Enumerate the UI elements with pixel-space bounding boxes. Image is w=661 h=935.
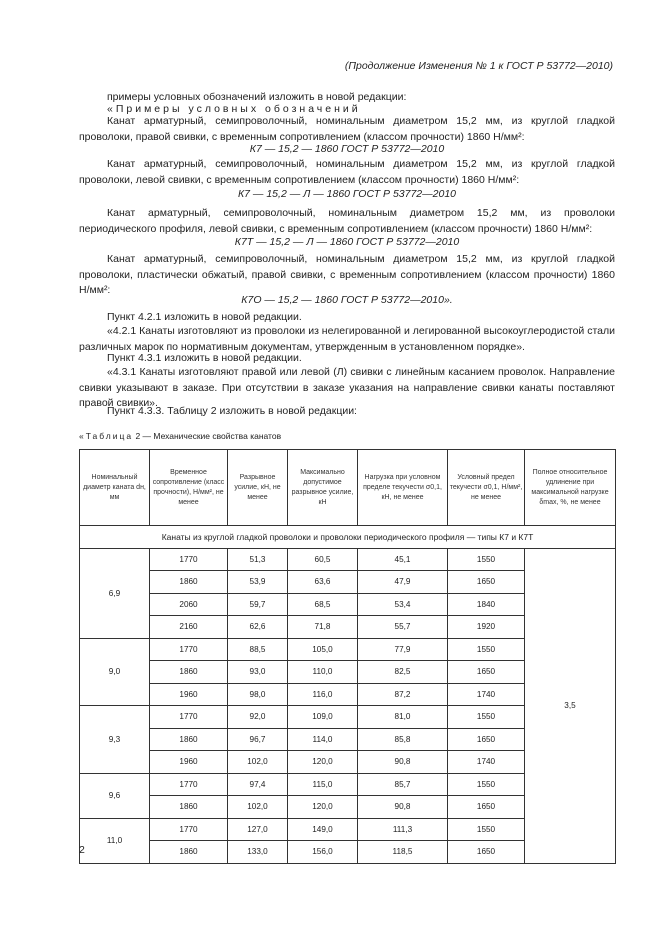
paragraph-example-1: Канат арматурный, семипроволочный, номинальным диаметром 15,2 мм, из круглой гладкой проволоки, правой свивки, с временным сопротивлением (классом прочности) 1860 Н/мм²:: [79, 115, 615, 143]
table-cell: 92,0: [228, 706, 288, 729]
table-cell: 2060: [150, 593, 228, 616]
table-cell: 1550: [448, 638, 525, 661]
table-cell: 47,9: [358, 571, 448, 594]
table-cell: 1770: [150, 638, 228, 661]
table-cell: 1650: [448, 728, 525, 751]
table-cell: 1650: [448, 661, 525, 684]
header-diameter: Номинальный диаметр каната dн, мм: [80, 450, 150, 526]
table-cell: 1860: [150, 796, 228, 819]
table-cell: 77,9: [358, 638, 448, 661]
diameter-cell: 9,0: [80, 638, 150, 706]
page-header: (Продолжение Изменения № 1 к ГОСТ Р 53772—2010): [344, 60, 613, 72]
table-cell: 133,0: [228, 841, 288, 864]
table-cell: 156,0: [288, 841, 358, 864]
table-cell: 102,0: [228, 796, 288, 819]
paragraph-clause-421: «4.2.1 Канаты изготовляют из проволоки из нелегированной и легированной высокоуглеродистой стали различных марок по нормативным документам, утвержденным в установленном порядке».: [79, 325, 615, 353]
paragraph-clause-433-note: Пункт 4.3.3. Таблицу 2 изложить в новой редакции:: [107, 405, 357, 417]
table-caption-prefix: «Таблица: [79, 431, 134, 441]
table-cell: 60,5: [288, 548, 358, 571]
table-cell: 1650: [448, 571, 525, 594]
table-cell: 116,0: [288, 683, 358, 706]
table-cell: 1550: [448, 773, 525, 796]
table-cell: 1550: [448, 548, 525, 571]
table-cell: 51,3: [228, 548, 288, 571]
table-cell: 1770: [150, 773, 228, 796]
table-body: [80, 526, 616, 864]
table-cell: 149,0: [288, 818, 358, 841]
table-cell: 90,8: [358, 751, 448, 774]
table-cell: 93,0: [228, 661, 288, 684]
table-cell: 59,7: [228, 593, 288, 616]
header-breaking-force: Разрывное усилие, кН, не менее: [228, 450, 288, 526]
table-cell: 71,8: [288, 616, 358, 639]
page-number: 2: [79, 844, 85, 856]
header-yield-load: Нагрузка при условном пределе текучести σ0,1, кН, не менее: [358, 450, 448, 526]
table-cell: 1920: [448, 616, 525, 639]
table-cell: 62,6: [228, 616, 288, 639]
paragraph-example-3: Канат арматурный, семипроволочный, номинальным диаметром 15,2 мм, из проволоки периодического профиля, левой свивки, с временным сопротивлением (классом прочности) 1860 Н/мм²:: [79, 207, 615, 235]
table-cell: 114,0: [288, 728, 358, 751]
header-max-breaking-force: Максимально допустимое разрывное усилие, кН: [288, 450, 358, 526]
table-cell: 98,0: [228, 683, 288, 706]
table-cell: 111,3: [358, 818, 448, 841]
table-cell: 1860: [150, 728, 228, 751]
table-row: [80, 548, 616, 571]
table-cell: 1550: [448, 818, 525, 841]
table-group-row: [80, 526, 616, 549]
paragraph-example-4: Канат арматурный, семипроволочный, номинальным диаметром 15,2 мм, из круглой гладкой проволоки, пластически обжатый, правой свивки, с временным сопротивлением (классом прочности) 1860 Н/мм²:: [79, 253, 615, 296]
elongation-cell: 3,5: [525, 548, 616, 863]
header-tensile-strength: Временное сопротивление (класс прочности), Н/мм², не менее: [150, 450, 228, 526]
table-cell: 96,7: [228, 728, 288, 751]
table-cell: 110,0: [288, 661, 358, 684]
diameter-cell: 9,6: [80, 773, 150, 818]
table-group-title: Канаты из круглой гладкой проволоки и проволоки периодического профиля — типы К7 и К7Т: [80, 526, 616, 549]
table-cell: 53,9: [228, 571, 288, 594]
table-cell: 1550: [448, 706, 525, 729]
paragraph-clause-421-note: Пункт 4.2.1 изложить в новой редакции.: [107, 311, 302, 323]
table-cell: 68,5: [288, 593, 358, 616]
formula-1: К7 — 15,2 — 1860 ГОСТ Р 53772—2010: [249, 143, 445, 155]
table-cell: 109,0: [288, 706, 358, 729]
table-cell: 127,0: [228, 818, 288, 841]
table-header-row: [80, 450, 616, 526]
table-cell: 2160: [150, 616, 228, 639]
table-cell: 87,2: [358, 683, 448, 706]
table-cell: 102,0: [228, 751, 288, 774]
formula-4: К7О — 15,2 — 1860 ГОСТ Р 53772—2010».: [241, 294, 453, 306]
table-cell: 81,0: [358, 706, 448, 729]
diameter-cell: 11,0: [80, 818, 150, 863]
table-cell: 1770: [150, 548, 228, 571]
table-cell: 53,4: [358, 593, 448, 616]
diameter-cell: 9,3: [80, 706, 150, 774]
header-elongation: Полное относительное удлинение при максимальной нагрузке δmax, %, не менее: [525, 450, 616, 526]
table-cell: 120,0: [288, 796, 358, 819]
formula-2: К7 — 15,2 — Л — 1860 ГОСТ Р 53772—2010: [237, 188, 456, 200]
mechanical-properties-table: [79, 449, 616, 864]
diameter-cell: 6,9: [80, 548, 150, 638]
table-cell: 118,5: [358, 841, 448, 864]
table-cell: 1770: [150, 706, 228, 729]
table-cell: 55,7: [358, 616, 448, 639]
paragraph-example-2: Канат арматурный, семипроволочный, номинальным диаметром 15,2 мм, из круглой гладкой проволоки, левой свивки, с временным сопротивлением (классом прочности) 1860 Н/мм²:: [79, 158, 615, 186]
table-cell: 1650: [448, 796, 525, 819]
table-cell: 120,0: [288, 751, 358, 774]
paragraph-clause-431: «4.3.1 Канаты изготовляют правой или левой (Л) свивки с линейным касанием проволок. Направление свивки указывают в заказе. При отсутствии в заказе указания на направление свивки канаты поставляют правой свивки».: [79, 366, 615, 409]
table-cell: 105,0: [288, 638, 358, 661]
table-cell: 1740: [448, 683, 525, 706]
table-cell: 1740: [448, 751, 525, 774]
table-cell: 1770: [150, 818, 228, 841]
table-cell: 85,7: [358, 773, 448, 796]
table-caption: [79, 431, 281, 441]
table-cell: 90,8: [358, 796, 448, 819]
table-caption-text: 2 — Механические свойства канатов: [135, 431, 282, 441]
table-cell: 1960: [150, 683, 228, 706]
table-cell: 115,0: [288, 773, 358, 796]
table-cell: 97,4: [228, 773, 288, 796]
table-cell: 1840: [448, 593, 525, 616]
table-cell: 1860: [150, 571, 228, 594]
header-yield-strength: Условный предел текучести σ0,1, Н/мм², не менее: [448, 450, 525, 526]
table-cell: 45,1: [358, 548, 448, 571]
table-cell: 85,8: [358, 728, 448, 751]
paragraph-examples-title: «Примеры условных обозначений: [107, 103, 361, 115]
table-cell: 1960: [150, 751, 228, 774]
table-cell: 1860: [150, 661, 228, 684]
paragraph-clause-431-note: Пункт 4.3.1 изложить в новой редакции.: [107, 352, 302, 364]
table-cell: 1650: [448, 841, 525, 864]
formula-3: К7Т — 15,2 — Л — 1860 ГОСТ Р 53772—2010: [234, 236, 460, 248]
table-cell: 63,6: [288, 571, 358, 594]
table-cell: 1860: [150, 841, 228, 864]
table-cell: 82,5: [358, 661, 448, 684]
table-cell: 88,5: [228, 638, 288, 661]
paragraph-examples-intro: примеры условных обозначений изложить в новой редакции:: [107, 91, 407, 103]
